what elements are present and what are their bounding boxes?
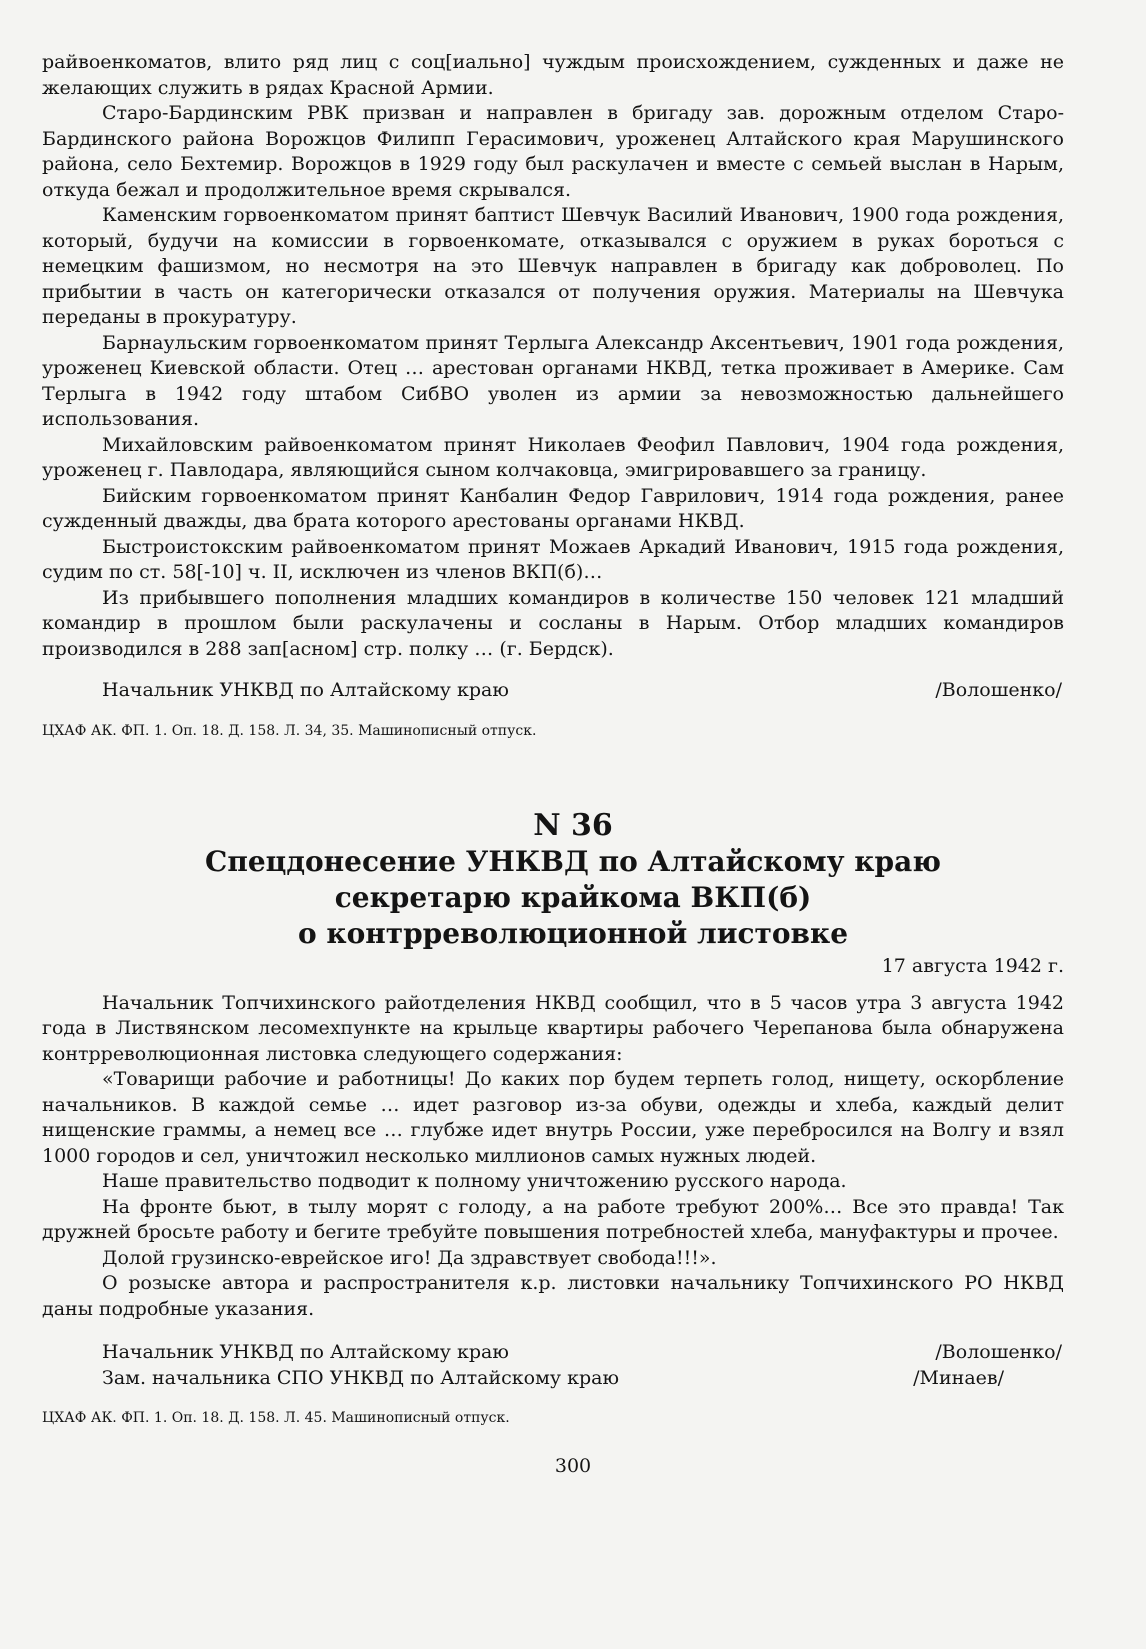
- archive-source: ЦХАФ АК. ФП. 1. Оп. 18. Д. 158. Л. 34, 35. Машинописный отпуск.: [42, 722, 537, 739]
- paragraph-leaflet-1: «Товарищи рабочие и работницы! До каких пор будем терпеть голод, нищету, оскорбление начальников. В каждой семье … идет разговор из-за обуви, одежды и хлеба, каждый делит нищенские граммы, а немец все … глубже идет внутрь России, уже перебросился на Волгу и взял 1000 городов и сел, уничтожил несколько миллионов самых нужных людей.: [42, 1068, 1064, 1167]
- signature-line: [42, 678, 1064, 704]
- signature-line-1: [42, 1340, 1064, 1366]
- paragraph-leaflet-2: Наше правительство подводит к полному уничтожению русского народа.: [102, 1170, 847, 1192]
- signature-line-2: [42, 1366, 1064, 1392]
- document-date: 17 августа 1942 г.: [881, 954, 1064, 977]
- paragraph-terlyga: Барнаульским горвоенкоматом принят Терлыга Александр Аксентьевич, 1901 года рождения, уроженец Киевской области. Отец … арестован органами НКВД, тетка проживает в Америке. Сам Терлыга в 1942 году штабом СибВО уволен из армии за невозможностью дальнейшего использования.: [42, 331, 1064, 430]
- signature-name: /Волошенко/: [935, 679, 1062, 701]
- document-title-line-2: секретарю крайкома ВКП(б): [334, 880, 812, 914]
- paragraph-report: Начальник Топчихинского райотделения НКВД сообщил, что в 5 часов утра 3 августа 1942 года в Листвянском лесомехпункте на крыльце квартиры рабочего Черепанова была обнаружена контрреволюционная листовка следующего содержания:: [42, 991, 1064, 1065]
- archive-source: ЦХАФ АК. ФП. 1. Оп. 18. Д. 158. Л. 45. Машинописный отпуск.: [42, 1410, 510, 1426]
- document-number: N 36: [533, 807, 613, 843]
- paragraph-mozhaev: Быстроистокским райвоенкоматом принят Можаев Аркадий Иванович, 1915 года рождения, судим по ст. 58[-10] ч. II, исключен из членов ВКП(б)…: [42, 535, 1064, 583]
- paragraph-search: О розыске автора и распространителя к.р. листовки начальнику Топчихинского РО НКВД даны подробные указания.: [42, 1272, 1064, 1320]
- signature-name: /Волошенко/: [935, 1341, 1062, 1363]
- document-title-line-1: Спецдонесение УНКВД по Алтайскому краю: [205, 844, 941, 878]
- paragraph-vorozhtsov: Старо-Бардинским РВК призван и направлен в бригаду зав. дорожным отделом Старо-Бардинского района Ворожцов Филипп Герасимович, уроженец Алтайского края Марушинского района, село Бехтемир. Ворожцов в 1929 году был раскулачен и вместе с семьей выслан в Нарым, откуда бежал и продолжительное время скрывался.: [42, 102, 1064, 201]
- page-number: 300: [554, 1455, 592, 1477]
- signature-role: Начальник УНКВД по Алтайскому краю: [102, 679, 509, 701]
- paragraph-continuation: райвоенкоматов, влито ряд лиц с соц[иально] чуждым происхождением, сужденных и даже не желающих служить в рядах Красной Армии.: [42, 51, 1064, 99]
- signature-role: Зам. начальника СПО УНКВД по Алтайскому краю: [102, 1366, 620, 1389]
- paragraph-kanbalin: Бийским горвоенкоматом принят Канбалин Федор Гаврилович, 1914 года рождения, ранее сужденный дважды, два брата которого арестованы органами НКВД.: [42, 484, 1064, 532]
- paragraph-nikolaev: Михайловским райвоенкоматом принят Николаев Феофил Павлович, 1904 года рождения, уроженец г. Павлодара, являющийся сыном колчаковца, эмигрировавшего за границу.: [42, 433, 1064, 481]
- paragraph-leaflet-3: На фронте бьют, в тылу морят с голоду, а на работе требуют 200%… Все это правда! Так дружней бросьте работу и бегите требуйте повышения потребностей хлеба, мануфактуры и прочее.: [42, 1195, 1064, 1243]
- signature-name: /Минаев/: [913, 1366, 1004, 1389]
- document-title-line-3: о контрреволюционной листовке: [297, 916, 849, 950]
- paragraph-shevchuk: Каменским горвоенкоматом принят баптист Шевчук Василий Иванович, 1900 года рождения, который, будучи на комиссии в горвоенкомате, отказывался с оружием в руках бороться с немецким фашизмом, но несмотря на это Шевчук направлен в бригаду как доброволец. По прибытии в часть он категорически отказался от получения оружия. Материалы на Шевчука переданы в прокуратуру.: [42, 204, 1064, 328]
- paragraph-commanders: Из прибывшего пополнения младших командиров в количестве 150 человек 121 младший командир в прошлом были раскулачены и сосланы в Нарым. Отбор младших командиров производился в 288 зап[асном] стр. полку … (г. Бердск).: [42, 586, 1064, 660]
- paragraph-leaflet-4: Долой грузинско-еврейское иго! Да здравствует свобода!!!».: [102, 1246, 717, 1269]
- signature-role: Начальник УНКВД по Алтайскому краю: [102, 1341, 509, 1363]
